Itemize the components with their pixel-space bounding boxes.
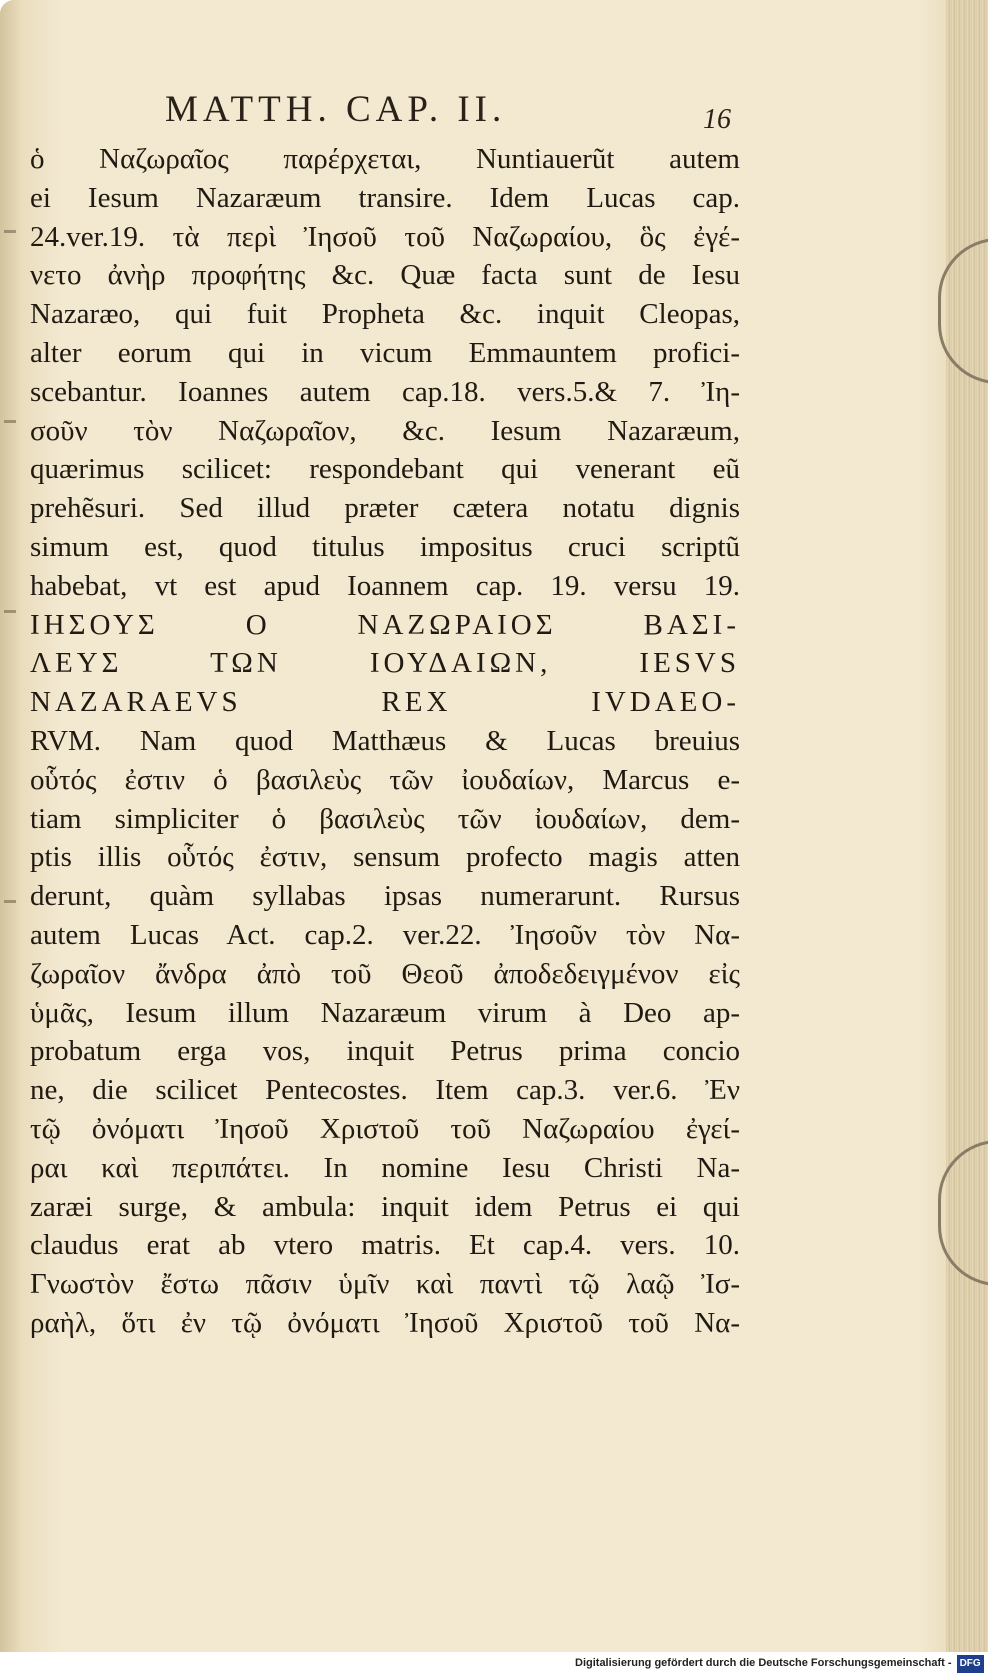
text-line: zaræi surge, & ambula: inquit idem Petrus ei qui bbox=[30, 1190, 740, 1223]
text-line: ΙΗΣΟΥΣ Ο ΝΑΖΩΡΑΙΟΣ ΒΑΣΙ- bbox=[30, 608, 740, 641]
text-line: ραι καὶ περιπάτει. In nomine Iesu Christi Na- bbox=[30, 1151, 740, 1184]
text-line: τῷ ὀνόματι Ἰησοῦ Χριστοῦ τοῦ Ναζωραίου ἐγεί- bbox=[30, 1112, 740, 1145]
text-line: alter eorum qui in vicum Emmauntem profici- bbox=[30, 336, 740, 369]
marginal-mark bbox=[4, 610, 16, 613]
running-head: MATTH. CAP. II. bbox=[165, 89, 507, 130]
text-line: ὁ Ναζωραῖος παρέρχεται, Nuntiauerũt autem bbox=[30, 143, 740, 175]
marginal-mark bbox=[4, 900, 16, 903]
text-line: Nazaræo, qui fuit Propheta &c. inquit Cleopas, bbox=[30, 298, 740, 331]
text-line: ne, die scilicet Pentecostes. Item cap.3. ver.6. Ἐν bbox=[30, 1074, 740, 1107]
text-line: habebat, vt est apud Ioannem cap. 19. versu 19. bbox=[30, 569, 740, 602]
text-line: claudus erat ab vtero matris. Et cap.4. vers. 10. bbox=[30, 1229, 740, 1262]
marginal-mark bbox=[4, 230, 16, 233]
text-line: σοῦν τὸν Ναζωραῖον, &c. Iesum Nazaræum, bbox=[30, 414, 740, 447]
text-line: ptis illis οὗτός ἐστιν, sensum profecto magis atten bbox=[30, 841, 740, 874]
text-line: tiam simpliciter ὁ βασιλεὺς τῶν ἰουδαίων, dem- bbox=[30, 802, 740, 835]
text-line: ραὴλ, ὅτι ἐν τῷ ὀνόματι Ἰησοῦ Χριστοῦ τοῦ Να- bbox=[30, 1306, 740, 1339]
text-line: ζωραῖον ἄνδρα ἀπὸ τοῦ Θεοῦ ἀποδεδειγμένον εἰς bbox=[30, 957, 740, 990]
text-line: scebantur. Ioannes autem cap.18. vers.5.& 7. Ἰη- bbox=[30, 375, 740, 408]
text-line: νετο ἀνὴρ προφήτης &c. Quæ facta sunt de Iesu bbox=[30, 259, 740, 292]
text-line: ei Iesum Nazaræum transire. Idem Lucas cap. bbox=[30, 181, 740, 214]
text-line: ΛΕΥΣ ΤΩΝ ΙΟΥΔΑΙΩΝ, IESVS bbox=[30, 647, 740, 680]
text-line: prehẽsuri. Sed illud præter cætera notatu dignis bbox=[30, 492, 740, 525]
text-line: ὑμᾶς, Iesum illum Nazaræum virum à Deo ap- bbox=[30, 996, 740, 1029]
marginal-mark bbox=[4, 420, 16, 423]
digitization-credit bbox=[575, 1654, 1000, 1672]
text-line: Γνωστὸν ἔστω πᾶσιν ὑμῖν καὶ παντὶ τῷ λαῷ Ἰσ- bbox=[30, 1268, 740, 1301]
text-line: NAZARAEVS REX IVDAEO- bbox=[30, 686, 740, 719]
page-number: 16 bbox=[703, 104, 731, 135]
text-line: derunt, quàm syllabas ipsas numerarunt. Rursus bbox=[30, 880, 740, 913]
text-line: 24.ver.19. τὰ περὶ Ἰησοῦ τοῦ Ναζωραίου, ὃς ἐγέ- bbox=[30, 220, 740, 253]
credit-text: Digitalisierung gefördert durch die Deutsche Forschungsgemeinschaft - bbox=[575, 1657, 952, 1669]
text-line: quærimus scilicet: respondebant qui venerant eũ bbox=[30, 453, 740, 486]
text-line: probatum erga vos, inquit Petrus prima concio bbox=[30, 1035, 740, 1068]
text-line: οὗτός ἐστιν ὁ βασιλεὺς τῶν ἰουδαίων, Marcus e- bbox=[30, 763, 740, 796]
text-line: RVM. Nam quod Matthæus & Lucas breuius bbox=[30, 724, 740, 757]
text-line: autem Lucas Act. cap.2. ver.22. Ἰησοῦν τὸν Να- bbox=[30, 918, 740, 951]
text-line: simum est, quod titulus impositus cruci scriptũ bbox=[30, 530, 740, 563]
dfg-logo: DFG bbox=[957, 1655, 984, 1673]
body-text bbox=[30, 140, 740, 1343]
